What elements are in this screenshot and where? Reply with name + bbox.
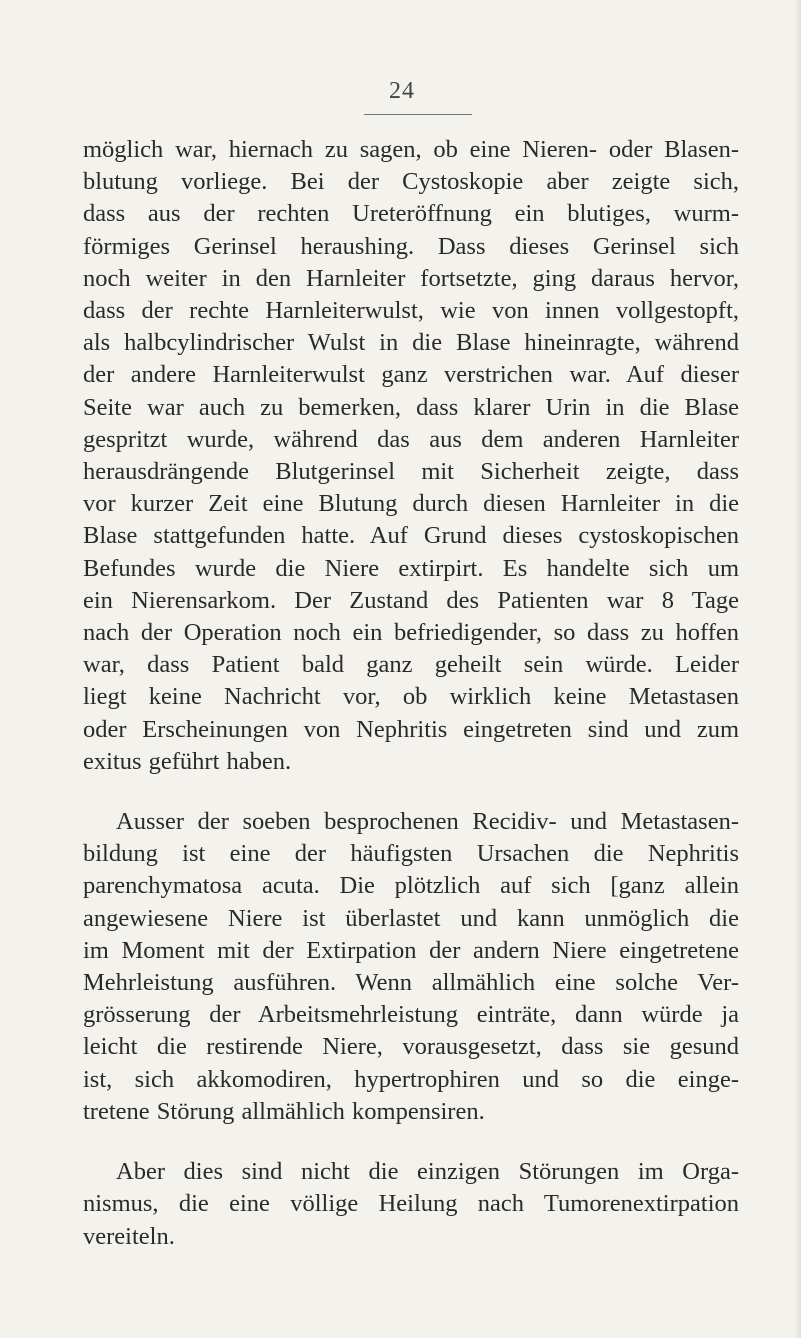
text-line: nach der Operation noch ein befriedigender, so dass zu hoffen	[83, 619, 739, 647]
text-line: als halbcylindrischer Wulst in die Blase hineinragte, während	[83, 329, 739, 357]
text-line: bildung ist eine der häufigsten Ursachen die Nephritis	[83, 840, 739, 868]
text-line: möglich war, hiernach zu sagen, ob eine Nieren- oder Blasen-	[83, 136, 739, 163]
text-line: ein Nierensarkom. Der Zustand des Patienten war 8 Tage	[83, 586, 739, 614]
text-line: grösserung der Arbeitsmehrleistung einträte, dann würde ja	[83, 1001, 739, 1029]
text-line: Ausser der soeben besprochenen Recidiv- und Metastasen-	[116, 808, 739, 836]
text-line: im Moment mit der Extirpation der andern Niere eingetretene	[83, 936, 739, 964]
paragraph-gap	[83, 1128, 739, 1156]
text-line: der andere Harnleiterwulst ganz verstrichen war. Auf dieser	[83, 361, 739, 389]
paragraph-2	[83, 806, 739, 1128]
text-line: leicht die restirende Niere, vorausgesetzt, dass sie gesund	[83, 1033, 739, 1061]
text-line: vor kurzer Zeit eine Blutung durch diesen Harnleiter in die	[83, 490, 739, 518]
text-line: Aber dies sind nicht die einzigen Störungen im Orga-	[116, 1158, 739, 1186]
paragraph-gap	[83, 778, 739, 806]
text-line: exitus geführt haben.	[83, 747, 292, 775]
paragraph-3	[83, 1156, 739, 1253]
body-text	[83, 134, 739, 1253]
text-line: dass der rechte Harnleiterwulst, wie von innen vollgestopft,	[83, 297, 739, 325]
page-number-rule	[364, 114, 472, 115]
text-line: parenchymatosa acuta. Die plötzlich auf sich [ganz allein	[83, 872, 739, 900]
text-line: Befundes wurde die Niere extirpirt. Es handelte sich um	[83, 554, 739, 582]
text-line: war, dass Patient bald ganz geheilt sein würde. Leider	[83, 651, 739, 679]
page-number: 24	[389, 78, 415, 104]
text-line: noch weiter in den Harnleiter fortsetzte, ging daraus hervor,	[83, 264, 739, 292]
text-line: blutung vorliege. Bei der Cystoskopie aber zeigte sich,	[83, 168, 739, 196]
text-line: vereiteln.	[83, 1222, 175, 1250]
text-line: angewiesene Niere ist überlastet und kann unmöglich die	[83, 904, 739, 932]
text-line: herausdrängende Blutgerinsel mit Sicherheit zeigte, dass	[83, 458, 739, 486]
paragraph-1	[83, 134, 739, 778]
text-line: liegt keine Nachricht vor, ob wirklich keine Metastasen	[83, 683, 739, 711]
text-line: dass aus der rechten Ureteröffnung ein blutiges, wurm-	[83, 200, 739, 228]
text-line: Seite war auch zu bemerken, dass klarer Urin in die Blase	[83, 393, 739, 421]
text-line: gespritzt wurde, während das aus dem anderen Harnleiter	[83, 425, 739, 453]
page-edge	[795, 0, 801, 1338]
text-line: Blase stattgefunden hatte. Auf Grund dieses cystoskopischen	[83, 522, 739, 550]
text-line: tretene Störung allmählich kompensiren.	[83, 1097, 485, 1125]
text-line: oder Erscheinungen von Nephritis eingetreten sind und zum	[83, 715, 739, 743]
text-line: nismus, die eine völlige Heilung nach Tumorenextirpation	[83, 1190, 739, 1218]
text-line: Mehrleistung ausführen. Wenn allmählich eine solche Ver-	[83, 969, 739, 997]
text-line: förmiges Gerinsel heraushing. Dass dieses Gerinsel sich	[83, 232, 739, 260]
text-line: ist, sich akkomodiren, hypertrophiren und so die einge-	[83, 1065, 739, 1093]
